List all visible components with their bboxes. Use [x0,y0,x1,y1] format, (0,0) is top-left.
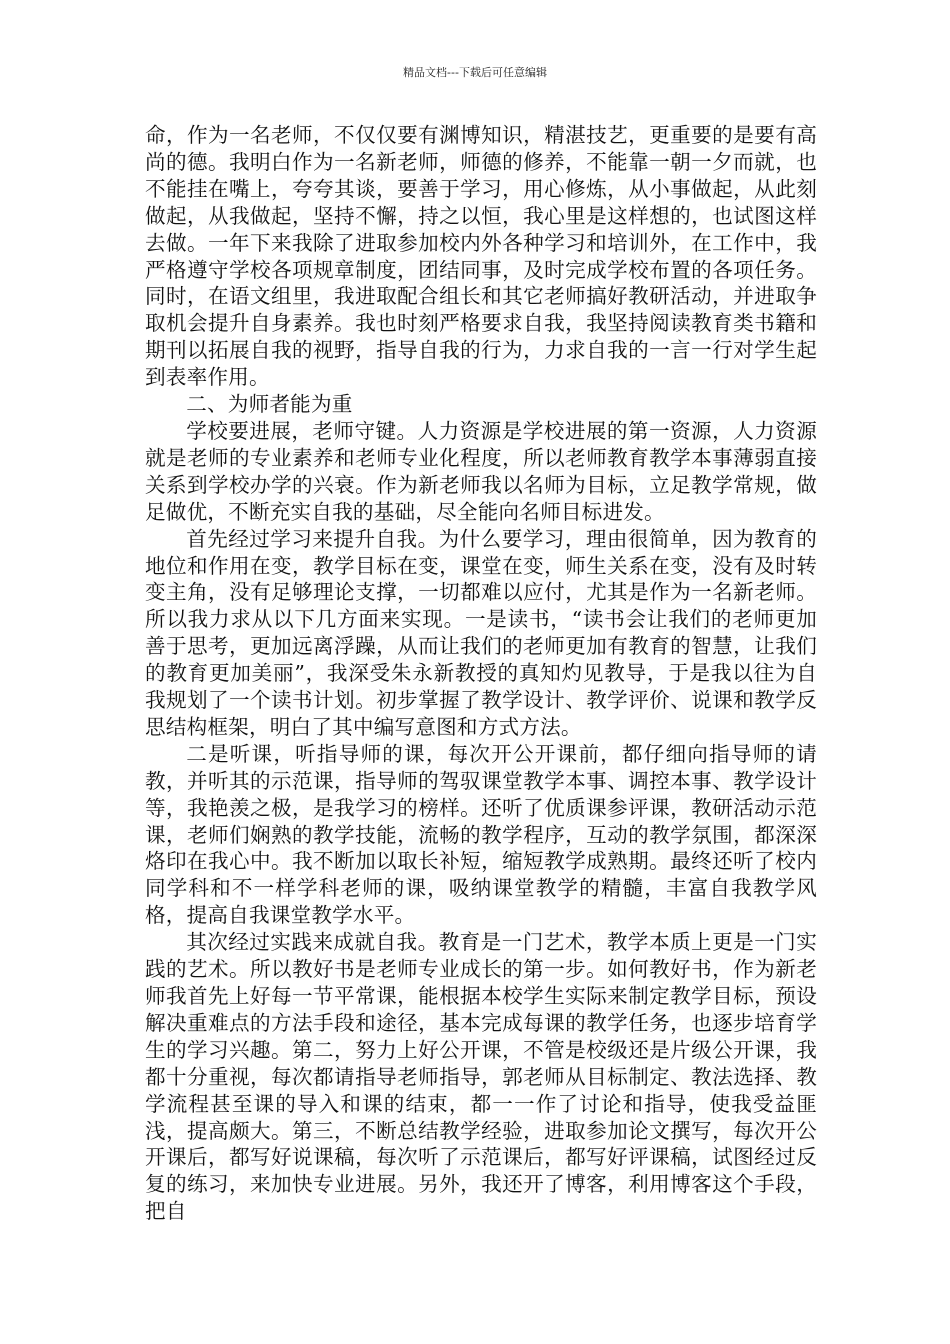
paragraph: 二是听课，听指导师的课，每次开公开课前，都仔细向指导师的请教，并听其的示范课，指导师的驾驭课堂教学本事、调控本事、教学设计等，我艳羡之极，是我学习的榜样。还听了优质课参评课，教研活动示范课，老师们娴熟的教学技能，流畅的教学程序，互动的教学氛围，都深深烙印在我心中。我不断加以取长补短，缩短教学成熟期。最终还听了校内同学科和不一样学科老师的课，吸纳课堂教学的精髓，丰富自我教学风格，提高自我课堂教学水平。 [145,741,817,928]
document-body [145,122,817,1225]
paragraph: 学校要进展，老师守键。人力资源是学校进展的第一资源，人力资源就是老师的专业素养和老师专业化程度，所以老师教育教学本事薄弱直接关系到学校办学的兴衰。作为新老师我以名师为目标，立足教学常规，做足做优，不断充实自我的基础，尽全能向名师目标进发。 [145,418,817,524]
page-header: 精品文档---下载后可任意编辑 [403,66,547,79]
section-heading: 二、为师者能为重 [186,392,353,417]
paragraph: 其次经过实践来成就自我。教育是一门艺术，教学本质上更是一门实践的艺术。所以教好书是老师专业成长的第一步。如何教好书，作为新老师我首先上好每一节平常课，能根据本校学生实际来制定教学目标，预设解决重难点的方法手段和途径，基本完成每课的教学任务，也逐步培育学生的学习兴趣。第二，努力上好公开课，不管是校级还是片级公开课，我都十分重视，每次都请指导老师指导，郭老师从目标制定、教法选择、教学流程甚至课的导入和课的结束，都一一作了讨论和指导，使我受益匪浅，提高颇大。第三，不断总结教学经验，进取参加论文撰写，每次开公开课后，都写好说课稿，每次听了示范课后，都写好评课稿，试图经过反复的练习，来加快专业进展。另外，我还开了博客，利用博客这个手段，把自 [145,930,817,1224]
paragraph: 首先经过学习来提升自我。为什么要学习，理由很简单，因为教育的地位和作用在变，教学目标在变，课堂在变，师生关系在变，没有及时转变主角，没有足够理论支撑，一切都难以应付，尤其是作为一名新老师。所以我力求从以下几方面来实现。一是读书，“读书会让我们的老师更加善于思考，更加远离浮躁，从而让我们的老师更加有教育的智慧，让我们的教育更加美丽”，我深受朱永新教授的真知灼见教导，于是我以往为自我规划了一个读书计划。初步掌握了教学设计、教学评价、说课和教学反思结构框架，明白了其中编写意图和方式方法。 [145,526,817,739]
paragraph-continuation: 命，作为一名老师，不仅仅要有渊博知识，精湛技艺，更重要的是要有高尚的德。我明白作为一名新老师，师德的修养，不能靠一朝一夕而就，也不能挂在嘴上，夸夸其谈，要善于学习，用心修炼，从小事做起，从此刻做起，从我做起，坚持不懈，持之以恒，我心里是这样想的，也试图这样去做。一年下来我除了进取参加校内外各种学习和培训外，在工作中，我严格遵守学校各项规章制度，团结同事，及时完成学校布置的各项任务。同时，在语文组里，我进取配合组长和其它老师搞好教研活动，并进取争取机会提升自身素养。我也时刻严格要求自我，我坚持阅读教育类书籍和期刊以拓展自我的视野，指导自我的行为，力求自我的一言一行对学生起到表率作用。 [145,123,817,390]
